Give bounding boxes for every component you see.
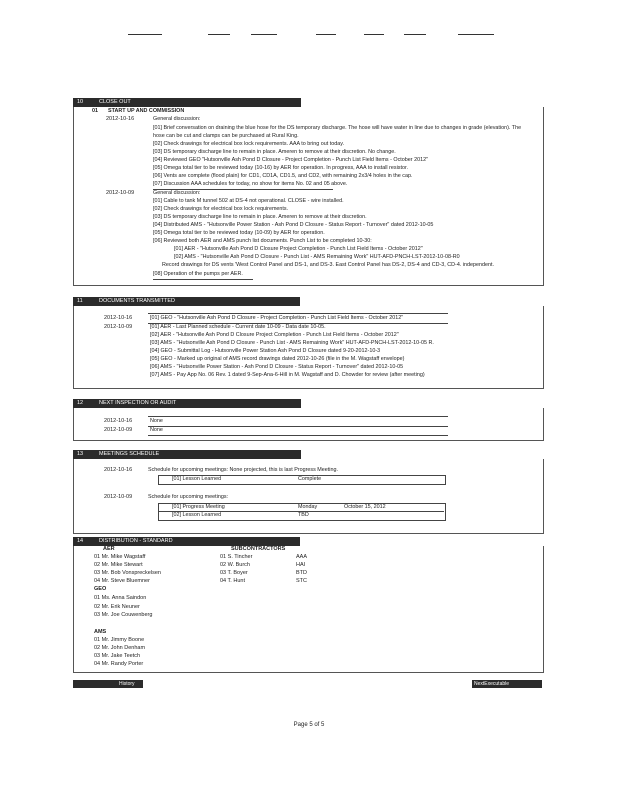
header-rule	[208, 34, 230, 35]
header-rule	[128, 34, 162, 35]
distribution-person: 02 Mr. Mike Stewart	[94, 562, 143, 568]
meeting-name: [01] Lesson Learned	[172, 476, 222, 482]
distribution-person: 02 Mr. Erik Neuner	[94, 604, 140, 610]
footer-left-label: History	[119, 681, 135, 687]
meeting-date: TBD	[298, 512, 309, 518]
header-rule	[316, 34, 336, 35]
footer-bar-right	[472, 680, 542, 688]
header-rule	[404, 34, 426, 35]
meeting-date: October 15, 2012	[344, 504, 386, 510]
entry-divider	[148, 313, 448, 314]
section-bar-documents	[73, 297, 300, 306]
entry-date: 2012-10-09	[104, 494, 133, 500]
entry-line: [05] GEO - Marked up original of AMS record drawings dated 2012-10-26 (file in the M. Wagstaff envelope)	[150, 356, 405, 362]
section-title: NEXT INSPECTION OR AUDIT	[99, 400, 177, 406]
header-rule	[251, 34, 277, 35]
entry-line: hose can be cut and clamps can be purchased at Rural King.	[153, 133, 299, 139]
entry-divider	[153, 279, 253, 280]
section-bar-distribution	[73, 537, 300, 546]
entry-line: Record drawings for DS vents 'West Control Panel and DS-1, and DS-3. East Control Panel has DS-2, DS-4 and CD-3, CD-4. independent.	[162, 262, 495, 268]
subsection-number: 01	[92, 108, 98, 114]
group-head-aer: AER	[103, 546, 115, 552]
section-title: DOCUMENTS TRANSMITTED	[99, 298, 175, 304]
group-head-geo: GEO	[94, 586, 107, 592]
entry-line: General discussion:	[153, 116, 201, 122]
subcontractor-company: AAA	[296, 554, 308, 560]
subcontractor-name: 01 S. Tincher	[220, 554, 253, 560]
distribution-person: 04 Mr. Randy Porter	[94, 661, 144, 667]
group-head-ams: AMS	[94, 629, 107, 635]
section-bar-next-inspection	[73, 399, 301, 408]
distribution-person: 01 Ms. Anna Saindon	[94, 595, 147, 601]
subcontractor-name: 03 T. Boyer	[220, 570, 248, 576]
header-rule	[458, 34, 494, 35]
entry-line: [02] AER - "Hutsonville Ash Pond D Closure Project Completion - Punch List Field Items - October 2012"	[150, 332, 399, 338]
entry-line: [01] GEO - "Hutsonville Ash Pond D Closure - Project Completion - Punch List Field Items - October 2012"	[150, 315, 404, 321]
meeting-day: Monday	[298, 504, 318, 510]
entry-date: 2012-10-16	[104, 315, 133, 321]
subcontractor-name: 02 W. Burch	[220, 562, 250, 568]
entry-line: [05] Omega total tier to be reviewed today (10-16) by AER for operation. In progress, AAA to install resistor.	[153, 165, 408, 171]
entry-line: [07] Discussion AAA schedules for today, no show for items No. 02 and 05 above.	[153, 181, 348, 187]
entry-line: [02] Check drawings for electrical box lock requirements.	[153, 206, 289, 212]
section-title: CLOSE OUT	[99, 99, 131, 105]
section-number: 14	[77, 538, 84, 544]
distribution-person: 03 Mr. Bob Vonspreckelsen	[94, 570, 161, 576]
header-rule	[364, 34, 384, 35]
distribution-person: 01 Mr. Jimmy Boone	[94, 637, 145, 643]
entry-date: 2012-10-16	[106, 116, 135, 122]
entry-divider	[148, 426, 448, 427]
section-number: 12	[77, 400, 84, 406]
entry-date: 2012-10-09	[104, 324, 133, 330]
distribution-person: 03 Mr. Joe Couwenberg	[94, 612, 153, 618]
meeting-status: Complete	[298, 476, 322, 482]
entry-line: [01] Brief conversation on draining the blue hose for the DS temporary discharge. The hose will have water in line due to changes in grade (elevation). The	[153, 125, 522, 131]
entry-line: [08] Operation of the pumps per AER.	[153, 271, 243, 277]
entry-line: [04] Distributed AMS - "Hutsonville Power Station - Ash Pond D Closure - Status Report - Turnover" dated 2012-10-05	[153, 222, 434, 228]
footer-bar-left	[73, 680, 143, 688]
subcontractor-name: 04 T. Hunt	[220, 578, 245, 584]
distribution-person: 04 Mr. Steve Bluemner	[94, 578, 150, 584]
footer-right-label: NextExecutable	[474, 681, 510, 687]
entry-line: [04] Reviewed GEO "Hutsonville Ash Pond D Closure - Project Completion - Punch List Field Items - October 2012"	[153, 157, 428, 163]
entry-line: [01] Cable to tank M tunnel 502 at DS-4 not operational. CLOSE - wire installed.	[153, 198, 344, 204]
subsection-title: START UP AND COMMISSION	[108, 108, 185, 114]
section-number: 10	[77, 99, 84, 105]
entry-subline: [02] AMS - "Hutsonville Ash Pond D Closure - Punch List - AMS Remaining Work" HUT-AFD-PNCH-LST-2012-10-08-R0	[174, 254, 460, 260]
subcontractor-company: BTD	[296, 570, 307, 576]
entry-line: [07] AMS - Pay App No. 06 Rev. 1 dated 9-Sep-Ana-6-Hill in M. Wagstaff and D. Chowder for review (after meeting)	[150, 372, 425, 378]
distribution-person: 02 Mr. John Denham	[94, 645, 146, 651]
entry-line: [03] AMS - "Hutsonville Ash Pond D Closure - Punch List - AMS Remaining Work" HUT-AFD-PNCH-LST-2012-10-05 R.	[150, 340, 434, 346]
entry-divider	[148, 416, 448, 417]
section-box-next-inspection	[73, 408, 544, 441]
entry-line: [06] Reviewed both AER and AMS punch list documents. Punch List to be completed 10-30:	[153, 238, 372, 244]
subcontractor-company: STC	[296, 578, 307, 584]
entry-line: None	[150, 427, 163, 433]
entry-subline: [01] AER - "Hutsonville Ash Pond D Closure Project Completion - Punch List Field Items - October 2012"	[174, 246, 423, 252]
entry-line: None	[150, 418, 163, 424]
entry-divider	[148, 435, 448, 436]
group-head-subcontractors: SUBCONTRACTORS	[231, 546, 286, 552]
entry-line: General discussion:	[153, 190, 201, 196]
entry-line: [03] DS temporary discharge line to remain in place. Ameren to remove at their discretion. No change.	[153, 149, 396, 155]
section-bar-close-out	[73, 98, 301, 107]
meeting-name: [02] Lesson Learned	[172, 512, 222, 518]
entry-line: [02] Check drawings for electrical box lock requirements. AAA to bring out today.	[153, 141, 345, 147]
section-box-distribution	[73, 546, 544, 673]
entry-line: [03] DS temporary discharge line to remain in place. Ameren to remove at their discretion.	[153, 214, 367, 220]
section-bar-meetings	[73, 450, 301, 459]
section-title: MEETINGS SCHEDULE	[99, 451, 160, 457]
entry-date: 2012-10-16	[104, 418, 133, 424]
page-number: Page 5 of 5	[293, 722, 325, 728]
entry-line: [05] Omega total tier to be reviewed today (10-09) by AER for operation.	[153, 230, 325, 236]
entry-line: [01] AER - Last Planned schedule - Current date 10-09 - Data date 10-05.	[150, 324, 326, 330]
distribution-person: 03 Mr. Jake Teetch	[94, 653, 141, 659]
entry-date: 2012-10-16	[104, 467, 133, 473]
meeting-name: [01] Progress Meeting	[172, 504, 225, 510]
distribution-person: 01 Mr. Mike Wagstaff	[94, 554, 146, 560]
entry-line: [04] GEO - Submittal Log - Hutsonville Power Station Ash Pond D Closure dated 9-20-2012-10-3	[150, 348, 381, 354]
entry-date: 2012-10-09	[106, 190, 135, 196]
entry-line: Schedule for upcoming meetings:	[148, 494, 229, 500]
entry-line: [06] AMS - "Hutsonville Power Station - Ash Pond D Closure - Status Report - Turnover" dated 2012-10-05	[150, 364, 404, 370]
section-number: 13	[77, 451, 84, 457]
entry-line: [06] Vents are complete (flood plain) for CD1, CD1A, CD1.5, and CD2, with remaining 2x3/4 holes in the cap.	[153, 173, 413, 179]
section-title: DISTRIBUTION - STANDARD	[99, 538, 173, 544]
entry-date: 2012-10-09	[104, 427, 133, 433]
section-number: 11	[77, 298, 83, 304]
subcontractor-company: HAI	[296, 562, 306, 568]
entry-line: Schedule for upcoming meetings: None projected, this is last Progress Meeting.	[148, 467, 338, 473]
